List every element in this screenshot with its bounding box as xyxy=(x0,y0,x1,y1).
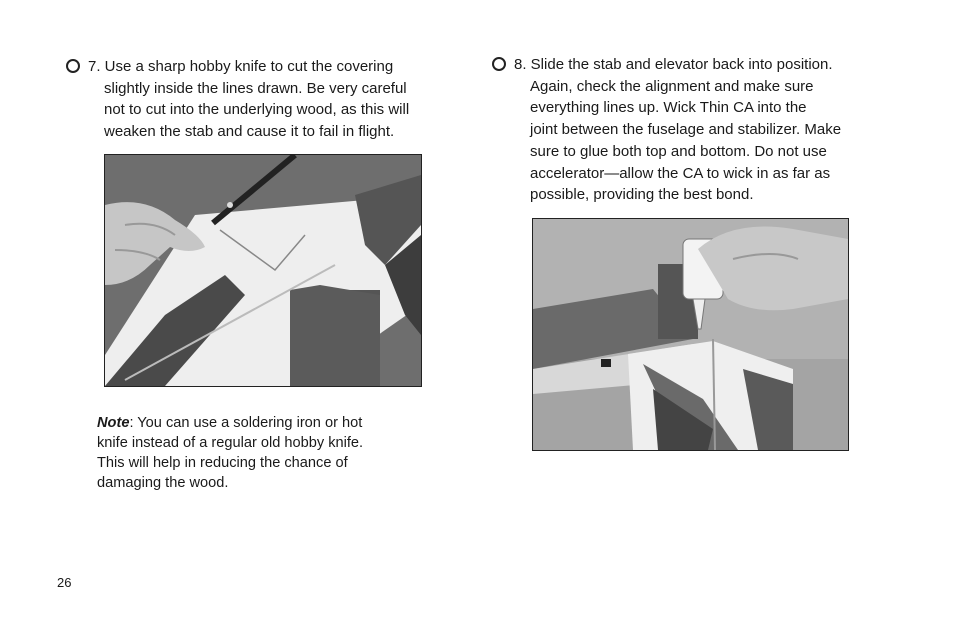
step-7-heading: 7. Use a sharp hobby knife to cut the covering xyxy=(88,58,394,75)
note-line: This will help in reducing the chance of xyxy=(97,455,348,471)
step-8-line: possible, providing the best bond. xyxy=(530,186,754,204)
step-8-line: sure to glue both top and bottom. Do not use xyxy=(530,142,827,160)
note-text: : You can use a soldering iron or hot xyxy=(129,415,363,431)
checkbox-circle-icon[interactable] xyxy=(492,57,506,71)
note-first-line xyxy=(97,413,407,433)
step-8-line: everything lines up. Wick Thin CA into the xyxy=(530,99,807,117)
step-8-line: joint between the fuselage and stabilizer. Make xyxy=(530,121,842,139)
step-8-heading: 8. Slide the stab and elevator back into position. xyxy=(514,56,833,73)
step-7-line: weaken the stab and cause it to fail in flight. xyxy=(104,123,395,141)
note-label: Note xyxy=(97,415,130,431)
step-7-line: not to cut into the underlying wood, as this will xyxy=(104,101,410,119)
note-line: knife instead of a regular old hobby knife. xyxy=(97,435,364,451)
hobby-knife-cutting-image xyxy=(105,155,421,386)
step-8 xyxy=(492,54,852,206)
step-8-line: Again, check the alignment and make sure xyxy=(530,77,814,95)
page-number: 26 xyxy=(57,575,72,590)
note-line: damaging the wood. xyxy=(97,475,229,491)
checkbox-circle-icon[interactable] xyxy=(66,59,80,73)
step-7-photo xyxy=(104,154,422,387)
note-block xyxy=(97,413,407,493)
applying-ca-glue-image xyxy=(533,219,848,450)
step-8-line: accelerator—allow the CA to wick in as far as xyxy=(530,164,831,182)
step-7 xyxy=(66,56,426,143)
step-8-photo xyxy=(532,218,849,451)
step-7-line: slightly inside the lines drawn. Be very careful xyxy=(104,79,407,97)
